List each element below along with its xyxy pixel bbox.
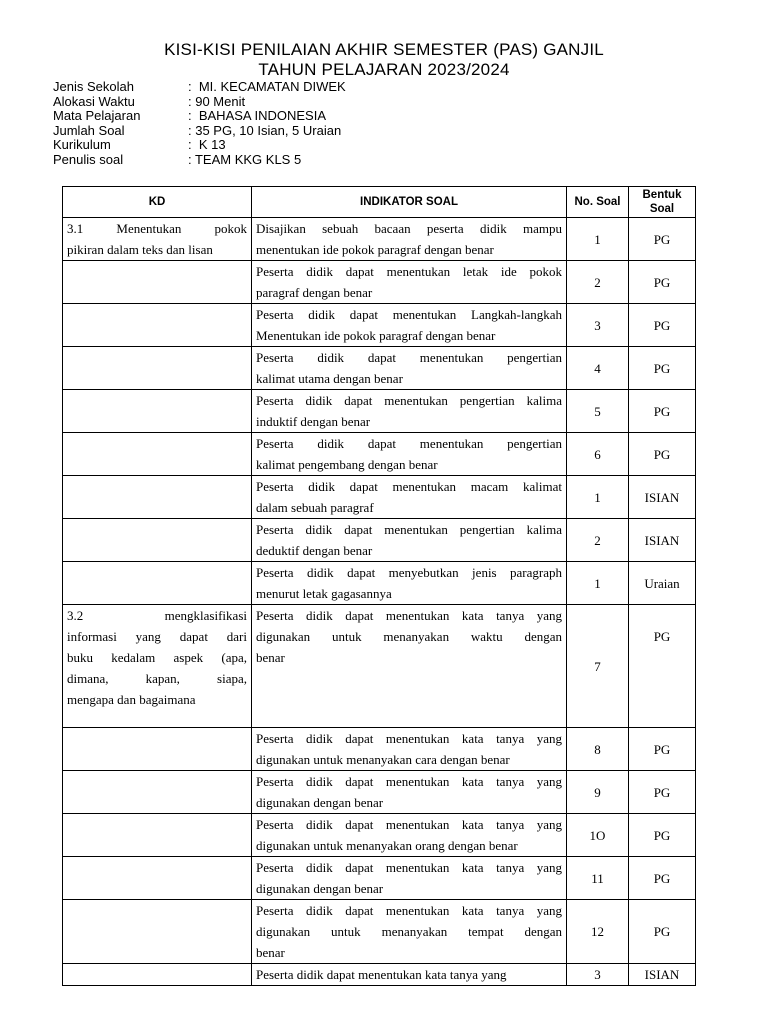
indikator-cell <box>252 347 567 390</box>
header-kd: KD <box>63 187 252 218</box>
table-row <box>63 519 696 562</box>
info-value: : BAHASA INDONESIA <box>188 108 326 124</box>
indikator-cell <box>252 728 567 771</box>
info-block <box>53 80 346 168</box>
no-soal-cell: 2 <box>567 519 629 562</box>
no-soal-cell: 9 <box>567 771 629 814</box>
kd-cell <box>63 261 252 304</box>
table-row <box>63 814 696 857</box>
bentuk-soal-cell: PG <box>629 728 696 771</box>
kd-cell-line: buku kedalam aspek (apa, <box>67 650 247 665</box>
kd-cell-line: informasi yang dapat dari <box>67 629 247 644</box>
indikator-cell-line: Peserta didik dapat menentukan kata tanya yang <box>256 967 507 982</box>
table-row <box>63 728 696 771</box>
info-value: : 35 PG, 10 Isian, 5 Uraian <box>188 122 342 138</box>
info-value: : TEAM KKG KLS 5 <box>188 151 302 167</box>
info-row-mata-pelajaran <box>53 109 346 124</box>
indikator-cell-line: digunakan dengan benar <box>256 795 384 810</box>
table-row <box>63 771 696 814</box>
no-soal-cell: 8 <box>567 728 629 771</box>
indikator-cell <box>252 857 567 900</box>
no-soal-cell: 1 <box>567 476 629 519</box>
kd-cell <box>63 347 252 390</box>
indikator-cell-line: dalam sebuah paragraf <box>256 500 374 515</box>
indikator-cell-line: Peserta didik dapat menentukan pengertian kalima <box>256 393 562 408</box>
kd-cell <box>63 814 252 857</box>
bentuk-soal-cell: PG <box>629 814 696 857</box>
info-label: Jumlah Soal <box>53 122 125 138</box>
header-indikator-soal: INDIKATOR SOAL <box>252 187 567 218</box>
table-row <box>63 261 696 304</box>
bentuk-soal-cell: PG <box>629 390 696 433</box>
indikator-cell-line: kalimat utama dengan benar <box>256 371 403 386</box>
bentuk-soal-cell: ISIAN <box>629 964 696 986</box>
indikator-cell-line: digunakan untuk menanyakan tempat dengan <box>256 924 562 939</box>
indikator-cell <box>252 433 567 476</box>
info-row-penulis-soal <box>53 153 346 168</box>
no-soal-cell: 5 <box>567 390 629 433</box>
kd-cell <box>63 519 252 562</box>
table-row <box>63 605 696 728</box>
indikator-cell <box>252 390 567 433</box>
kd-cell <box>63 964 252 986</box>
no-soal-cell: 6 <box>567 433 629 476</box>
kd-cell <box>63 433 252 476</box>
kd-cell <box>63 771 252 814</box>
table-body <box>63 218 696 986</box>
table-row <box>63 347 696 390</box>
info-label: Jenis Sekolah <box>53 79 134 94</box>
info-label: Mata Pelajaran <box>53 108 141 124</box>
indikator-cell-line: digunakan untuk menanyakan cara dengan benar <box>256 752 510 767</box>
indikator-cell-line: Peserta didik dapat menentukan kata tanya yang <box>256 817 562 832</box>
indikator-cell <box>252 900 567 964</box>
indikator-cell <box>252 964 567 986</box>
info-row-jenis-sekolah <box>53 80 346 95</box>
no-soal-cell: 7 <box>567 605 629 728</box>
kd-cell <box>63 304 252 347</box>
no-soal-cell: 3 <box>567 304 629 347</box>
bentuk-soal-cell: ISIAN <box>629 476 696 519</box>
kd-cell-line: mengapa dan bagaimana <box>67 692 196 707</box>
kd-cell <box>63 476 252 519</box>
bentuk-soal-cell: PG <box>629 857 696 900</box>
kd-cell-line: 3.2 mengklasifikasi <box>67 608 247 623</box>
document-title: KISI-KISI PENILAIAN AKHIR SEMESTER (PAS) GANJIL <box>164 40 604 59</box>
table-header-row <box>63 187 696 218</box>
indikator-cell-line: Peserta didik dapat menentukan letak ide pokok <box>256 264 562 279</box>
info-row-alokasi-waktu <box>53 95 346 110</box>
table-row <box>63 964 696 986</box>
indikator-cell-line: induktif dengan benar <box>256 414 371 429</box>
header-bentuk-soal: Bentuk Soal <box>629 187 696 218</box>
no-soal-cell: 4 <box>567 347 629 390</box>
table-row <box>63 857 696 900</box>
no-soal-cell: 11 <box>567 857 629 900</box>
no-soal-cell: 1 <box>567 562 629 605</box>
indikator-cell <box>252 519 567 562</box>
no-soal-cell: 12 <box>567 900 629 964</box>
indikator-cell-line: deduktif dengan benar <box>256 543 373 558</box>
indikator-cell-line: Peserta didik dapat menentukan macam kalimat <box>256 479 562 494</box>
kd-cell <box>63 562 252 605</box>
indikator-cell-line: Peserta didik dapat menentukan pengertian kalima <box>256 522 562 537</box>
indikator-cell-line: digunakan untuk menanyakan waktu dengan <box>256 629 562 644</box>
bentuk-soal-cell: ISIAN <box>629 519 696 562</box>
indikator-cell <box>252 562 567 605</box>
indikator-cell-line: digunakan dengan benar <box>256 881 384 896</box>
indikator-cell-line: Peserta didik dapat menentukan kata tanya yang <box>256 608 562 623</box>
kd-cell-line: dimana, kapan, siapa, <box>67 671 247 686</box>
no-soal-cell: 3 <box>567 964 629 986</box>
table-row <box>63 476 696 519</box>
indikator-cell <box>252 476 567 519</box>
table-row <box>63 433 696 476</box>
indikator-cell-line: Peserta didik dapat menentukan kata tanya yang <box>256 774 562 789</box>
info-label: Alokasi Waktu <box>53 93 135 109</box>
indikator-cell-line: benar <box>256 650 285 665</box>
info-value: : MI. KECAMATAN DIWEK <box>188 79 346 94</box>
document-subtitle: TAHUN PELAJARAN 2023/2024 <box>258 60 510 79</box>
bentuk-soal-cell: PG <box>629 433 696 476</box>
bentuk-soal-cell: PG <box>629 261 696 304</box>
kd-cell <box>63 218 252 261</box>
info-row-kurikulum <box>53 138 346 153</box>
indikator-cell <box>252 261 567 304</box>
info-row-jumlah-soal <box>53 124 346 139</box>
kd-cell <box>63 728 252 771</box>
info-label: Kurikulum <box>53 137 111 153</box>
indikator-cell-line: Peserta didik dapat menentukan pengertian <box>256 436 562 451</box>
kd-cell <box>63 900 252 964</box>
no-soal-cell: 1 <box>567 218 629 261</box>
indikator-cell-line: Peserta didik dapat menentukan kata tanya yang <box>256 903 562 918</box>
indikator-cell-line: Menentukan ide pokok paragraf dengan benar <box>256 328 496 343</box>
kd-cell-line: pikiran dalam teks dan lisan <box>67 242 213 257</box>
indikator-cell-line: menentukan ide pokok paragraf dengan benar <box>256 242 494 257</box>
no-soal-cell: 2 <box>567 261 629 304</box>
kd-cell <box>63 390 252 433</box>
indikator-cell-line: kalimat pengembang dengan benar <box>256 457 438 472</box>
table-row <box>63 562 696 605</box>
bentuk-soal-cell: Uraian <box>629 562 696 605</box>
bentuk-soal-cell: PG <box>629 218 696 261</box>
indikator-cell-line: benar <box>256 945 285 960</box>
indikator-cell <box>252 605 567 728</box>
indikator-cell-line: Peserta didik dapat menyebutkan jenis paragraph <box>256 565 562 580</box>
indikator-cell-line: menurut letak gagasannya <box>256 586 392 601</box>
indikator-cell <box>252 814 567 857</box>
indikator-cell-line: paragraf dengan benar <box>256 285 373 300</box>
table-row <box>63 390 696 433</box>
indikator-cell-line: Peserta didik dapat menentukan pengertian <box>256 350 562 365</box>
bentuk-soal-cell: PG <box>629 771 696 814</box>
bentuk-soal-cell: PG <box>629 304 696 347</box>
info-value: : K 13 <box>188 137 226 153</box>
kd-cell <box>63 857 252 900</box>
indikator-cell <box>252 771 567 814</box>
indikator-cell-line: Peserta didik dapat menentukan kata tanya yang <box>256 860 562 875</box>
bentuk-soal-cell: PG <box>629 900 696 964</box>
kd-cell <box>63 605 252 728</box>
info-label: Penulis soal <box>53 151 124 167</box>
indikator-cell-line: Peserta didik dapat menentukan kata tanya yang <box>256 731 562 746</box>
table-row <box>63 900 696 964</box>
no-soal-cell: 1O <box>567 814 629 857</box>
bentuk-soal-cell: PG <box>629 347 696 390</box>
bentuk-soal-cell: PG <box>629 605 696 728</box>
table-row <box>63 218 696 261</box>
header-no-soal: No. Soal <box>567 187 629 218</box>
kisi-kisi-table <box>62 186 696 986</box>
indikator-cell-line: digunakan untuk menanyakan orang dengan benar <box>256 838 518 853</box>
indikator-cell-line: Disajikan sebuah bacaan peserta didik mampu <box>256 221 562 236</box>
table-row <box>63 304 696 347</box>
indikator-cell-line: Peserta didik dapat menentukan Langkah-langkah <box>256 307 562 322</box>
indikator-cell <box>252 218 567 261</box>
info-value: : 90 Menit <box>188 93 246 109</box>
kd-cell-line: 3.1 Menentukan pokok <box>67 221 247 236</box>
indikator-cell <box>252 304 567 347</box>
